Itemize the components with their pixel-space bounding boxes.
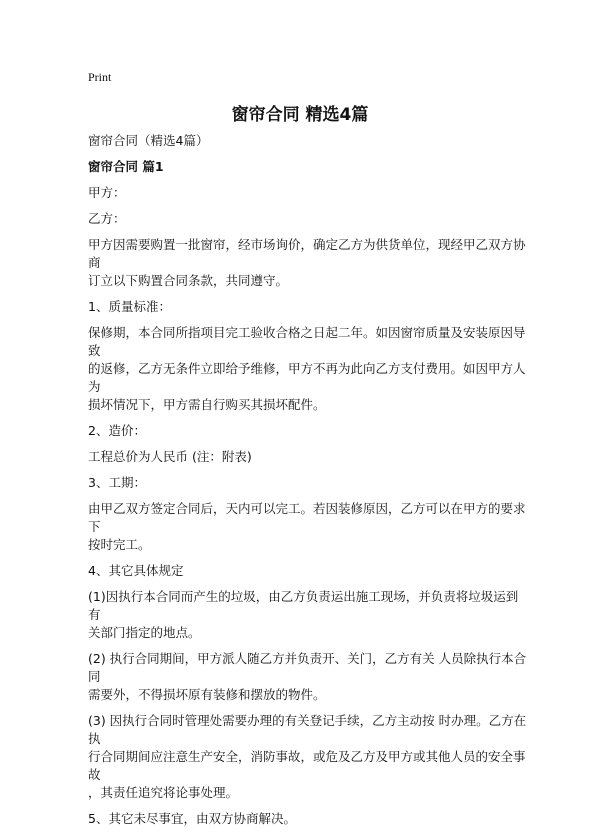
paragraph: (2) 执行合同期间，甲方派人随乙方并负责开、关门，乙方有关 人员除执行本合同 需要外，不得损坏原有装修和摆放的物件。 (88, 651, 527, 702)
section-heading: 窗帘合同 篇1 (88, 159, 164, 174)
paragraph: 甲方因需要购置一批窗帘，经市场询价，确定乙方为供货单位，现经甲乙双方协商 订立以下购置合同条款，共同遵守。 (88, 237, 526, 288)
paragraph: 5、其它未尽事宜，由双方协商解决。 (88, 811, 296, 826)
paragraph: 保修期，本合同所指项目完工验收合格之日起二年。如因窗帘质量及安装原因导致 的返修，乙方无条件立即给予维修，甲方不再为此向乙方支付费用。如因甲方人为 损坏情况下，甲方需自行购买其损坏配件。 (88, 325, 526, 412)
page-title: 窗帘合同 精选4篇 (231, 105, 369, 125)
paragraph: 4、其它具体规定 (88, 563, 184, 578)
paragraph: (3) 因执行合同时管理处需要办理的有关登记手续，乙方主动按 时办理。乙方在执 行合同期间应注意生产安全，消防事故，或危及乙方及甲方或其他人员的安全事故 ，其责任追究将论事处理。 (88, 713, 527, 800)
paragraph: 2、造价： (88, 423, 146, 438)
document-body (88, 132, 528, 836)
paragraph: 3、工期： (88, 475, 146, 490)
paragraph: (1)因执行本合同而产生的垃圾，由乙方负责运出施工现场，并负责将垃圾运到有 关部门指定的地点。 (88, 589, 519, 640)
paragraph: 1、质量标准： (88, 299, 171, 314)
paragraph: 工程总价为人民币 (注：附表) (88, 449, 252, 464)
paragraph: 甲方： (88, 185, 126, 200)
print-link[interactable]: Print (88, 70, 112, 84)
paragraph: 由甲乙双方签定合同后，天内可以完工。若因装修原因，乙方可以在甲方的要求下 按时完工。 (88, 501, 526, 552)
document-subtitle: 窗帘合同（精选4篇） (88, 133, 209, 148)
paragraph: 乙方： (88, 211, 126, 226)
